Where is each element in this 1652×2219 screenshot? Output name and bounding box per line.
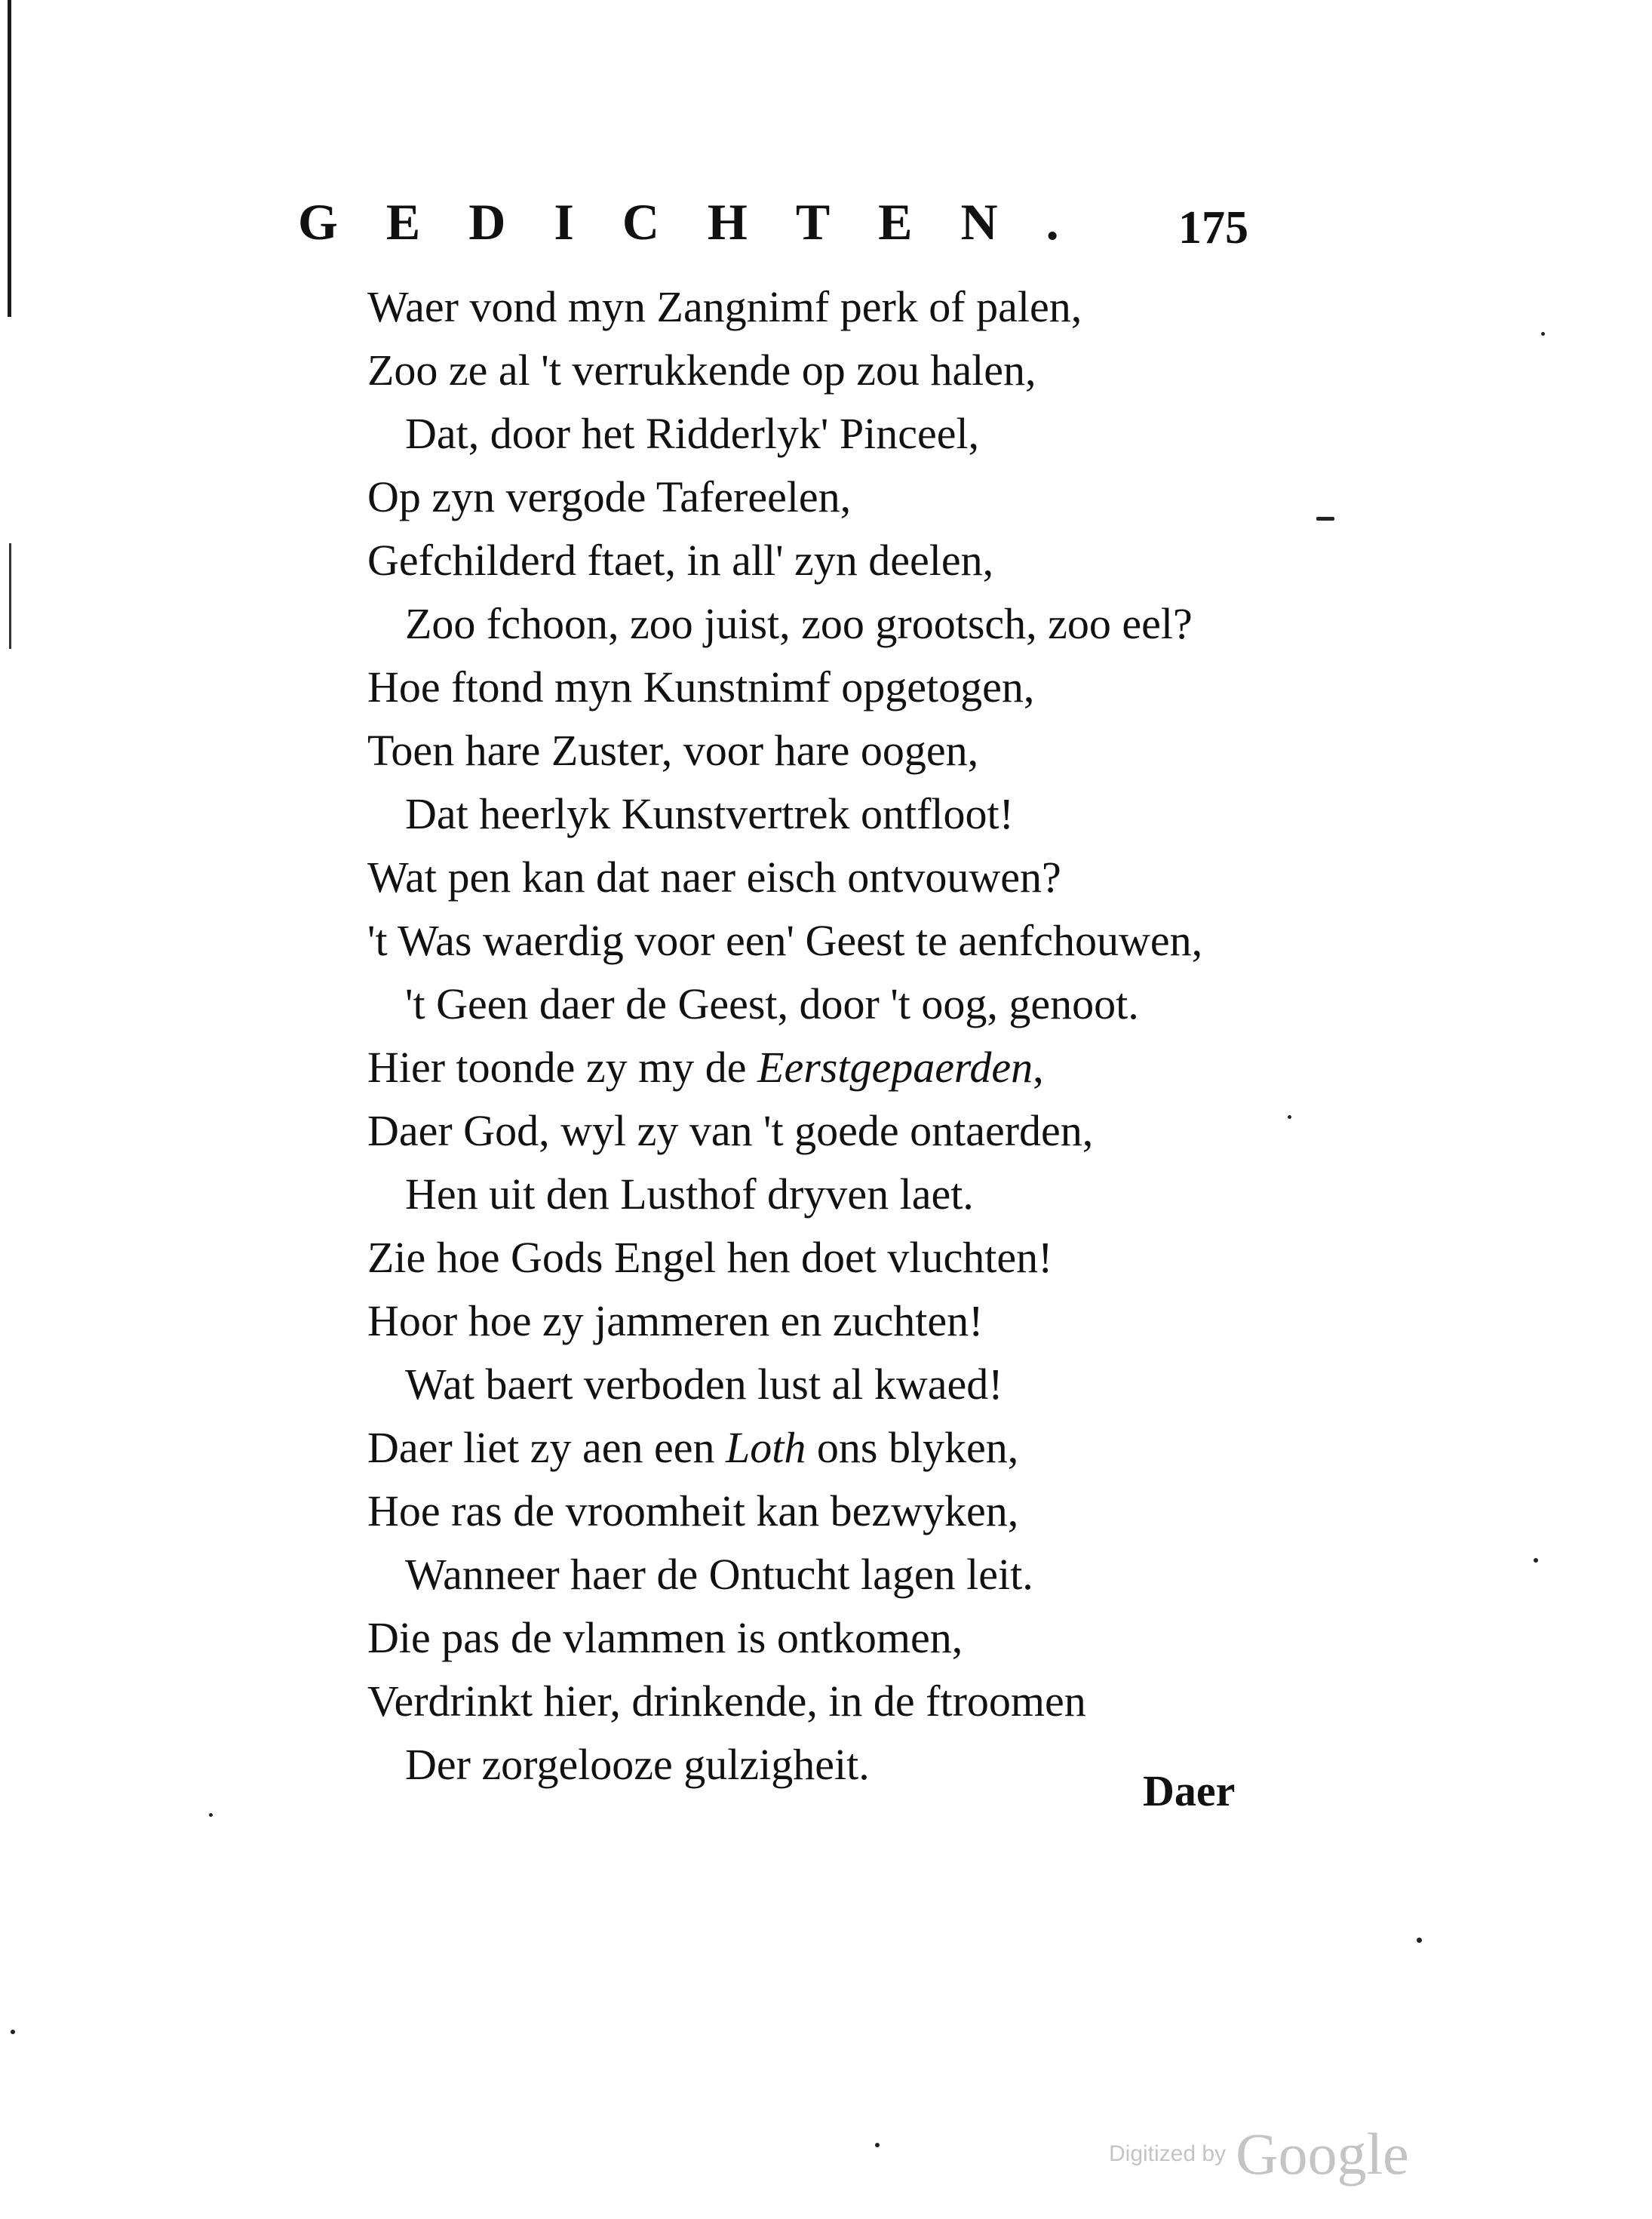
poem-line: Zie hoe Gods Engel hen doet vluchten! xyxy=(367,1233,1053,1282)
page-number: 175 xyxy=(1178,202,1248,254)
poem-line-text: Daer liet zy aen een xyxy=(367,1423,726,1472)
scan-speck xyxy=(1417,1938,1422,1943)
poem-line: Toen hare Zuster, voor hare oogen, xyxy=(367,726,979,775)
scan-speck xyxy=(11,2030,15,2034)
poem-line: Verdrinkt hier, drinkende, in de ftroomen xyxy=(367,1677,1086,1726)
watermark-brand: Google xyxy=(1236,2121,1409,2187)
poem xyxy=(367,275,1348,1796)
digitized-by-google-watermark xyxy=(1109,2120,1409,2188)
poem-line: Hoe ras de vroomheit kan bezwyken, xyxy=(367,1486,1019,1535)
poem-line-italic: Eerstgepaerden xyxy=(757,1043,1033,1092)
poem-line: Gefchilderd ftaet, in all' zyn deelen, xyxy=(367,536,994,585)
scan-speck xyxy=(1541,332,1545,336)
poem-line: Die pas de vlammen is ontkomen, xyxy=(367,1613,963,1662)
catchword: Daer xyxy=(1143,1766,1236,1815)
page-edge-line xyxy=(8,0,11,317)
poem-line: Op zyn vergode Tafereelen, xyxy=(367,472,852,521)
poem-line: Wat baert verboden lust al kwaed! xyxy=(405,1360,1003,1409)
scan-speck xyxy=(1288,1115,1291,1119)
poem-line-text: , xyxy=(1033,1043,1044,1092)
poem-line-text: Hier toonde zy my de xyxy=(367,1043,758,1092)
poem-line: Wanneer haer de Ontucht lagen leit. xyxy=(405,1550,1033,1599)
page-edge-mark xyxy=(9,543,11,649)
scan-speck xyxy=(1534,1558,1538,1563)
poem-line: Dat heerlyk Kunstvertrek ontfloot! xyxy=(405,789,1014,838)
poem-line: Zoo fchoon, zoo juist, zoo grootsch, zoo eel? xyxy=(405,599,1193,648)
poem-line: Wat pen kan dat naer eisch ontvouwen? xyxy=(367,853,1061,902)
poem-line: Waer vond myn Zangnimf perk of palen, xyxy=(367,282,1082,331)
watermark-prefix: Digitized by xyxy=(1109,2141,1227,2166)
poem-line xyxy=(367,1416,1348,1480)
scan-speck xyxy=(209,1813,213,1817)
poem-line: 't Was waerdig voor een' Geest te aenfchouwen, xyxy=(367,916,1203,965)
poem-line xyxy=(367,1036,1348,1099)
poem-line: 't Geen daer de Geest, door 't oog, genoot. xyxy=(405,979,1139,1028)
poem-line: Daer God, wyl zy van 't goede ontaerden, xyxy=(367,1106,1094,1155)
poem-line: Dat, door het Ridderlyk' Pinceel, xyxy=(405,409,980,458)
poem-line: Hoor hoe zy jammeren en zuchten! xyxy=(367,1296,984,1345)
poem-line: Hoe ftond myn Kunstnimf opgetogen, xyxy=(367,662,1035,711)
poem-line: Der zorgelooze gulzigheit. xyxy=(405,1740,870,1789)
poem-line-text: ons blyken, xyxy=(806,1423,1019,1472)
poem-line-italic: Loth xyxy=(726,1423,806,1472)
page-header xyxy=(298,192,1248,268)
poem-line: Zoo ze al 't verrukkende op zou halen, xyxy=(367,346,1036,395)
poem-line: Hen uit den Lusthof dryven laet. xyxy=(405,1169,974,1219)
scan-speck xyxy=(875,2143,880,2147)
scan-speck xyxy=(1316,517,1334,521)
running-head: GEDICHTEN. xyxy=(298,193,1107,250)
